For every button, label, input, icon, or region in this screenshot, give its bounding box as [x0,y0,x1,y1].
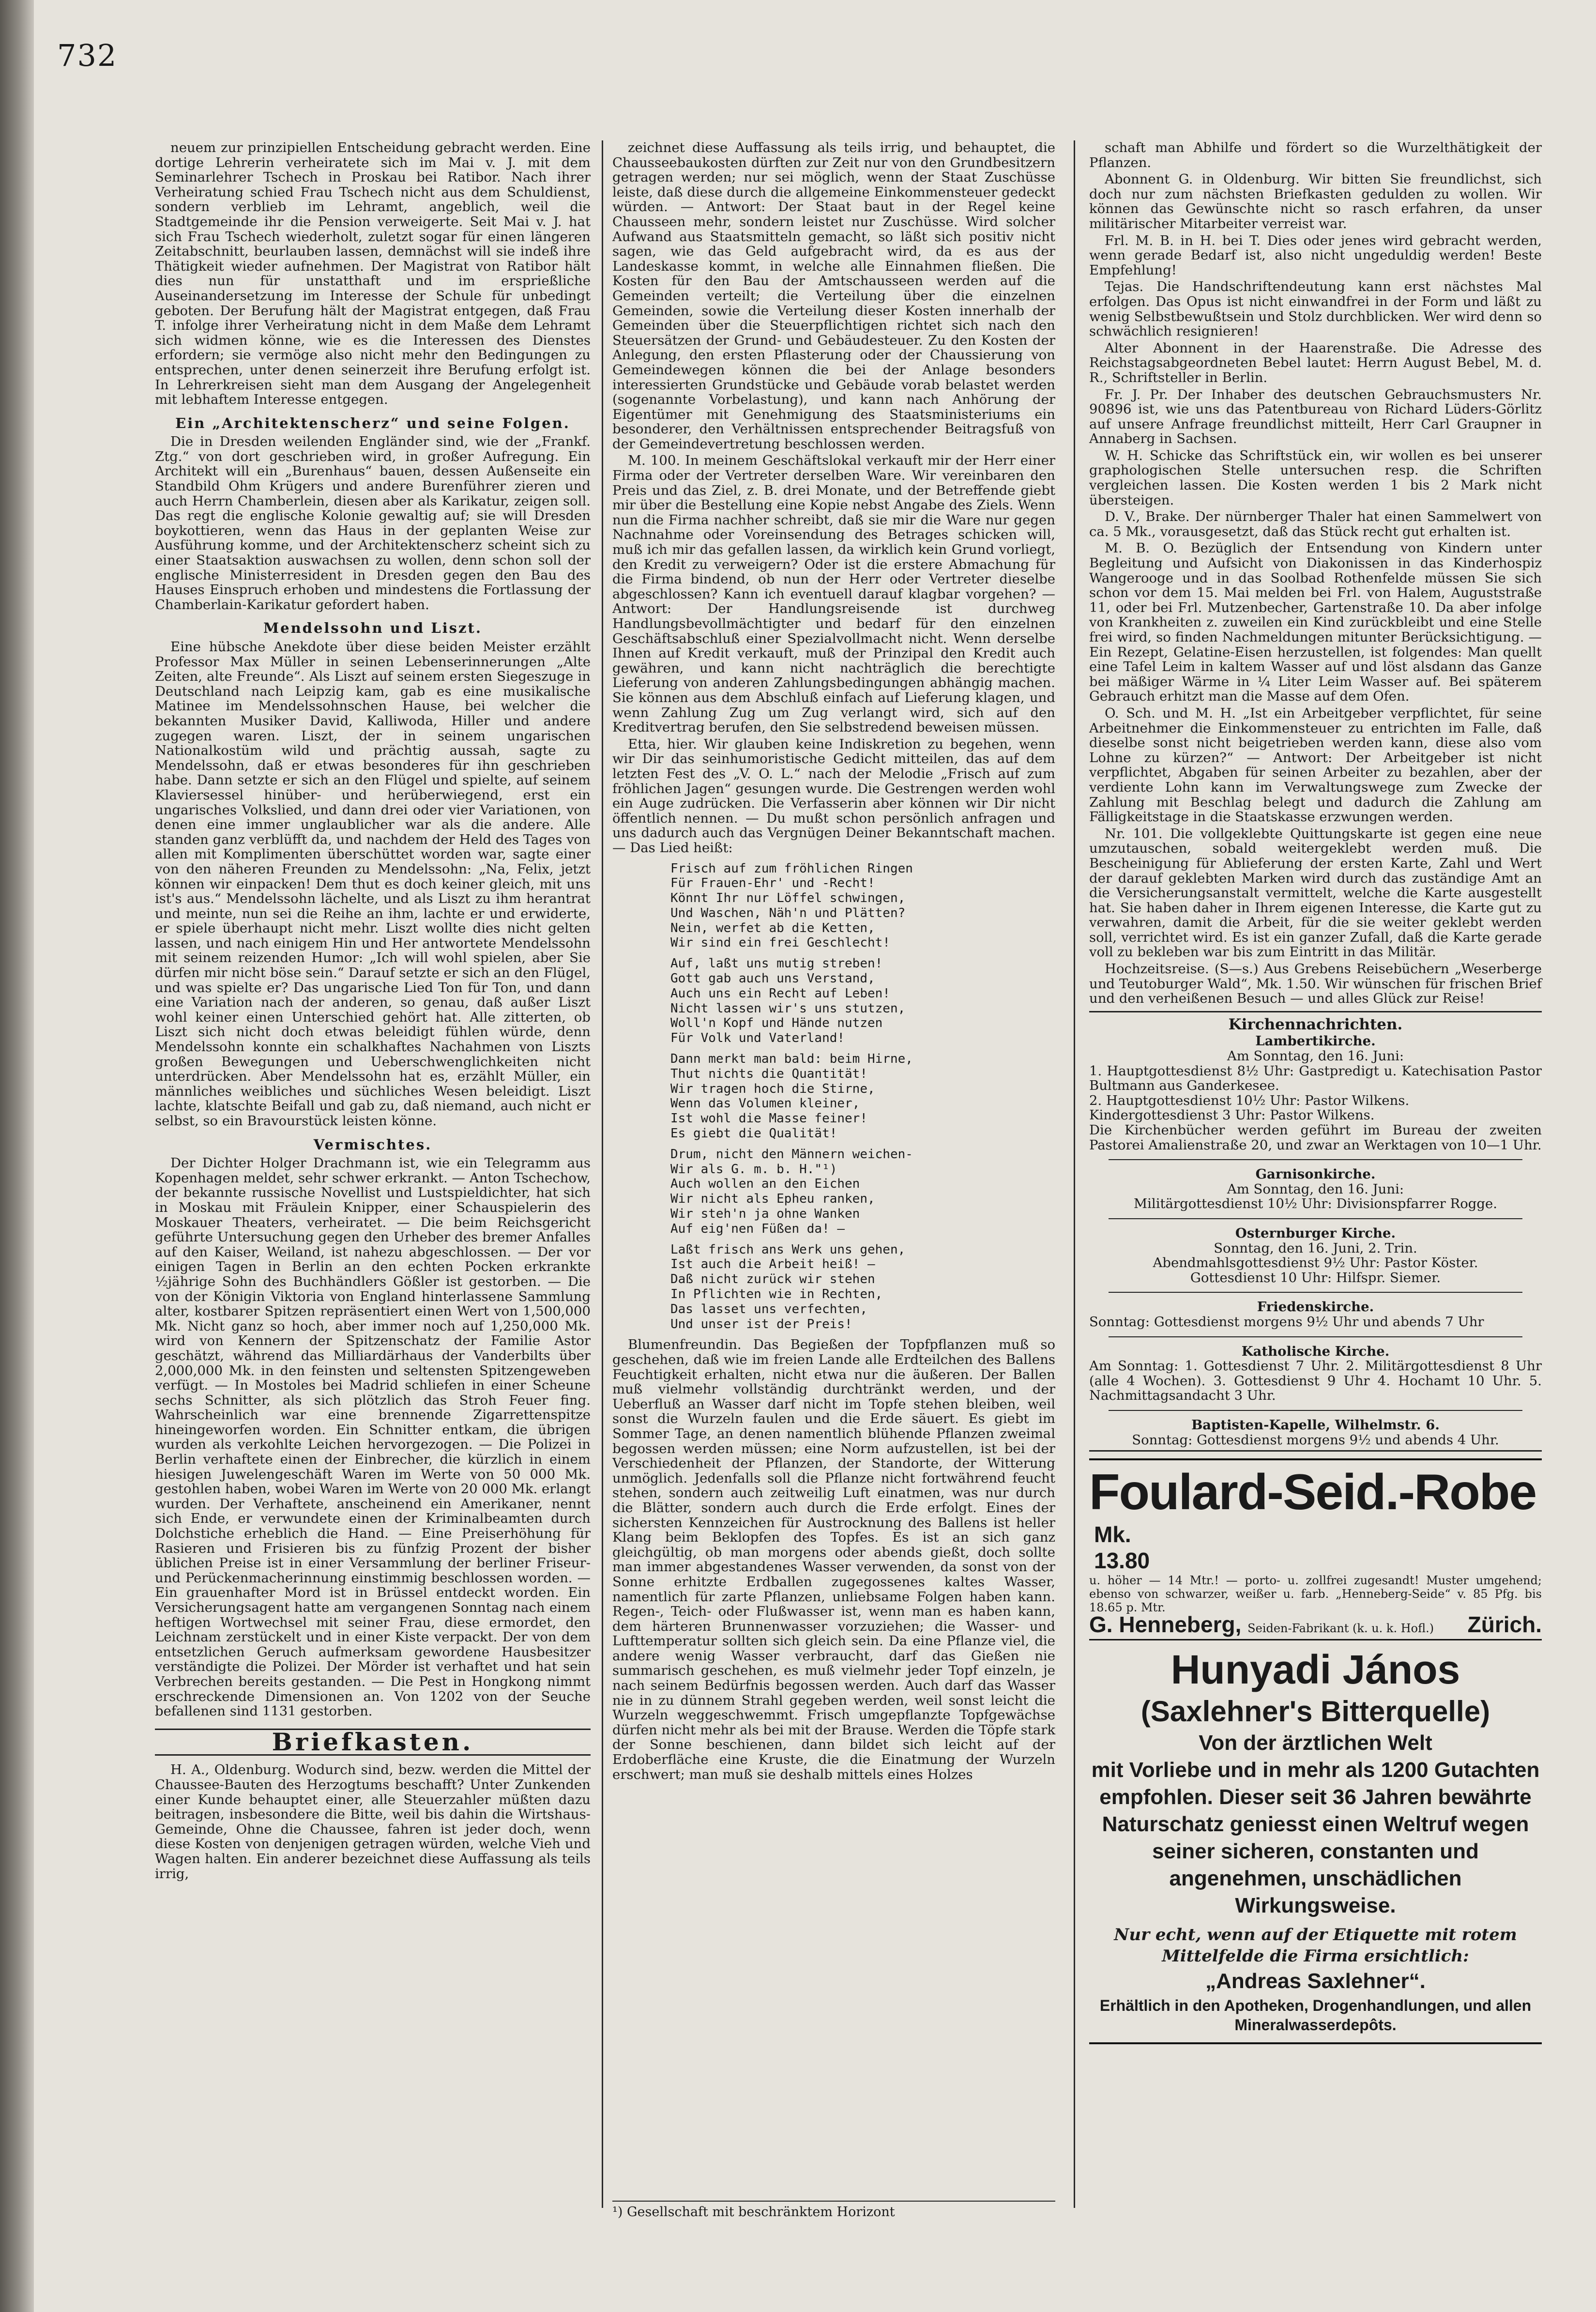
advertisement-hunyadi [1089,1640,1542,2044]
divider [1109,1159,1522,1160]
church-line: Militärgottesdienst 10½ Uhr: Divisionspfarrer Rogge. [1133,1196,1498,1212]
letter-hochzeitsreise: Hochzeitsreise. (S—s.) Aus Grebens Reisebüchern „Weserberge und Teutoburger Wald“, Mk. 1.50. Wir wünschen für frischen Brief und den verheißenen Besuch — und alles Glück zur Reise! [1089,961,1542,1007]
church-line: 1. Hauptgottesdienst 8½ Uhr: Gastpredigt u. Katechisation Pastor Bultmann aus Ganderkesee. [1089,1063,1542,1094]
letter-haarenstrasse: Alter Abonnent in der Haarenstraße. Die Adresse des Reichstagsabgeordneten Bebel lautet: Herrn August Bebel, M. d. R., Schriftsteller in Berlin. [1089,340,1542,385]
heading-vermischtes: Vermischtes. [313,1136,432,1153]
church-baptisten: Baptisten-Kapelle, Wilhelmstr. 6. [1191,1417,1440,1433]
letter-tejas: Tejas. Die Handschriftendeutung kann erst nächstes Mal erfolgen. Das Opus ist nicht einwandfrei in der Form und läßt zu wenig Selbstbewußtsein und Stolz durchblicken. Wer wird denn so schwächlich resignieren! [1089,279,1542,339]
ad-hunyadi-firm: „Andreas Saxlehner“. [1205,1969,1426,1993]
heading-mendelssohn-liszt: Mendelssohn und Liszt. [263,620,482,637]
ad-hunyadi-subtitle: (Saxlehner's Bitterquelle) [1140,1695,1490,1728]
church-line: Gottesdienst 10 Uhr: Hilfspr. Siemer. [1190,1270,1441,1286]
ad-price-value: 13.80 [1094,1548,1150,1574]
article-ratibor: neuem zur prinzipiellen Entscheidung gebracht werden. Eine dortige Lehrerin verheiratete sich im Mai v. J. mit dem Seminarlehrer Tschech in Proskau bei Ratibor. Nach ihrer Verheiratung schied Frau Tschech nicht aus dem Schuldienst, sondern verblieb im Lehramt, angeblich, weil die Stadtgemeinde ihr die Pension verweigerte. Seit Mai v. J. hat sich Frau Tschech wiederholt, zuletzt sogar für einen längeren Zeitabschnitt, beurlauben lassen, demnächst will sie indeß ihre Thätigkeit wieder aufnehmen. Der Magistrat von Ratibor hält dies nun für unstatthaft und im ersprießliche Auseinandersetzung im Interesse der Schule für unbedingt geboten. Der Berufung hält der Magistrat entgegen, daß Frau T. infolge ihrer Verheiratung nicht in dem Maße dem Lehramt sich widmen könne, wie es die Interessen des Dienstes erfordern; sie vermöge also nicht mehr den Bedingungen zu entsprechen, unter denen seinerzeit ihre Berufung erfolgt ist. In Lehrerkreisen sieht man dem Ausgang der Angelegenheit mit lebhaftem Interesse entgegen. [155,140,591,408]
column-1 [155,140,591,1883]
article-mendelssohn-liszt: Eine hübsche Anekdote über diese beiden Meister erzählt Professor Max Müller in seinen Lebenserinnerungen „Alte Zeiten, alte Freunde“. Als Liszt auf seinem ersten Siegeszuge in Deutschland nach Leipzig kam, gab es eine musikalische Matinee im Mendelssohnschen Hause, bei welcher die bekannten Musiker David, Kalliwoda, Hiller und andere zugegen waren. Liszt, der in seinem ungarischen Nationalkostüm wild und prächtig aussah, sagte zu Mendelssohn, daß er etwas besonderes für ihn geschrieben habe. Dann setzte er sich an den Flügel und spielte, auf seinem Klaviersessel hinüber- und herüberwiegend, erst ein ungarisches Volkslied, und dann drei oder vier Variationen, von denen eine immer unglaublicher war als die andere. Alle standen ganz verblüfft da, und nachdem der Held des Tages von allen mit Komplimenten überschüttet worden war, sagte einer von den näheren Freunden zu Mendelssohn: „Na, Felix, jetzt können wir einpacken! Dem thut es doch keiner gleich, mit uns ist's aus.“ Mendelssohn lächelte, und als Liszt zu ihm herantrat und meinte, nun sei die Reihe an ihm, lachte er und erwiderte, er spiele überhaupt nicht mehr. Liszt wollte dies nicht gelten lassen, und nach einigem Hin und Her antwortete Mendelssohn mit seinem reizenden Humor: „Ich will wohl spielen, aber Sie dürfen mir nicht böse sein.“ Darauf setzte er sich an den Flügel, und was spielte er? Das ungarische Lied Ton für Ton, und dann eine Variation nach der anderen, so genau, daß außer Liszt wohl keiner einen Unterschied gehört hat. Alle zitterten, ob Liszt sich nicht doch etwas beleidigt fühlen würde, denn Mendelssohn konnte ein schalkhaftes Nachahmen von Liszts großen Bewegungen und Ueberschwenglichkeiten nicht unterdrücken. Aber Mendelssohn hat es, erzählt Müller, ein männliches weibliches und süchliches Wesen beleidigt. Liszt lachte, klatschte Beifall und gab zu, daß niemand, auch nicht er selbst, so ein Bravourstück leisten könne. [155,639,591,1129]
letter-fr-j-pr: Fr. J. Pr. Der Inhaber des deutschen Gebrauchsmusters Nr. 90896 ist, wie uns das Patentbureau von Richard Lüders-Görlitz auf unsere Anfrage freundlichst mitteilt, Herr Carl Graupner in Annaberg in Sachsen. [1089,386,1542,447]
ad-headline: Foulard-Seid.-Robe [1089,1464,1536,1521]
church-osternburg: Osternburger Kirche. [1235,1225,1396,1241]
poem-stanza-3: Dann merkt man bald: beim Hirne, Thut nichts die Quantität! Wir tragen hoch die Stirne, Wenn das Volumen kleiner, Ist wohl die Masse feiner! Es giebt die Qualität! [670,1052,913,1141]
church-news [1089,1011,1542,1452]
ad-small-print: u. höher — 14 Mtr.! — porto- u. zollfrei zugesandt! Muster umgehend; ebenso von schwarzer, weißer u. farb. „Henneberg-Seide“ v. 85 Pfg. bis 18.65 p. Mtr. [1089,1574,1542,1615]
letter-nr101: Nr. 101. Die vollgeklebte Quittungskarte ist gegen eine neue umzutauschen, sobald weitergeklebt werden muß. Die Bescheinigung für Ablieferung der ersten Karte, Zahl und Wert der darauf geklebten Marken wird durch das zuständige Amt an die Versicherungsanstalt vermittelt, welche die Karte ausgestellt hat. Sie haben daher in Ihrem eigenen Interesse, die Karte gut zu verwahren, damit die Arbeit, für die sie weiter geklebt werden soll, verrichtet wird. Es ist ein ganzer Zufall, daß die Karte gerade voll zu bekleben war bis zum Eintritt in das Militär. [1089,826,1542,960]
letter-osch-mh: O. Sch. und M. H. „Ist ein Arbeitgeber verpflichtet, für seine Arbeitnehmer die Einkommensteuer zu entrichten im Falle, daß dieselbe sonst nicht beigetrieben werden kann, diese also vom Lohne zu kürzen?“ — Antwort: Der Arbeitgeber ist nicht verpflichtet, Abgaben für seinen Arbeiter zu bezahlen, aber der verdiente Lohn kann im Verwaltungswege zum Zwecke der Zahlung mit Beschlag belegt und dadurch die Zahlung am Fälligkeitstage in die Staatskasse erzwungen werden. [1089,705,1542,825]
church-lamberti: Lambertikirche. [1255,1033,1376,1049]
letter-m100: M. 100. In meinem Geschäftslokal verkauft mir der Herr einer Firma oder der Vertreter derselben Ware. Wir vereinbaren den Preis und das Ziel, z. B. drei Monate, und der Betreffende giebt mir über die Bestellung eine Kopie nebst Angabe des Ziels. Wenn nun die Firma nachher schreibt, daß sie mir die Ware nur gegen Nachnahme oder Voreinsendung des Betrages schicken will, muß ich mir das gefallen lassen, da wirklich kein Grund vorliegt, den Kredit zu verweigern? Oder ist die erstere Abmachung für die Firma bindend, ob nun der Herr oder Vertreter dieselbe abgeschlossen? Kann ich eventuell darauf klagbar vorgehen? — Antwort: Der Handlungsreisende ist durchweg Handlungsbevollmächtigter und bedarf für den einzelnen Geschäftsabschluß einer Spezialvollmacht nicht. Wenn derselbe Ihnen auf Kredit verkauft, muß der Prinzipal den Kredit auch gewähren, und kann nicht nachträglich die berechtigte Lieferung von anderen Zahlungsbedingungen abhängig machen. Sie können aus dem Abschluß einfach auf Lieferung klagen, und wenn Zahlung Zug um Zug verlangt wird, sich auf den Kreditvertrag berufen, den Sie selbstredend beweisen müssen. [612,453,1055,735]
poem-stanza-1: Frisch auf zum fröhlichen Ringen Für Frauen-Ehr' und -Recht! Könnt Ihr nur Löffel schwingen, Und Waschen, Näh'n und Plätten? Nein, werfet ab die Ketten, Wir sind ein frei Geschlecht! [670,861,913,950]
ad-price [1094,1521,1150,1574]
church-friedens: Friedenskirche. [1257,1299,1374,1315]
letter-abonnent-g: Abonnent G. in Oldenburg. Wir bitten Sie freundlichst, sich doch nur zum nächsten Briefkasten gedulden zu wollen. Wir können das Gewünschte nicht so rasch erfahren, da unser militärischer Mitarbeiter verreist war. [1089,171,1542,231]
page-number: 732 [57,38,118,73]
poem-stanza-2: Auf, laßt uns mutig streben! Gott gab auch uns Verstand, Auch uns ein Recht auf Leben! Nicht lassen wir's uns stutzen, Woll'n Kopf und Hände nutzen Für Volk und Vaterland! [670,956,906,1046]
church-katholisch: Katholische Kirche. [1241,1343,1390,1359]
church-line: 2. Hauptgottesdienst 10½ Uhr: Pastor Wilkens. [1089,1092,1410,1108]
ad-hunyadi-line1: Von der ärztlichen Welt [1199,1730,1432,1755]
church-line: Kindergottesdienst 3 Uhr: Pastor Wilkens. [1089,1107,1375,1123]
church-line: Sonntag: Gottesdienst morgens 9½ und abends 4 Uhr. [1132,1432,1499,1448]
ad-hunyadi-note: Nur echt, wenn auf der Etiquette mit rotem Mittelfelde die Firma ersichtlich: [1114,1925,1517,1966]
column-rule-1 [602,140,603,2208]
ad-city: Zürich. [1467,1612,1542,1638]
ad-hunyadi-body: mit Vorliebe und in mehr als 1200 Gutachten empfohlen. Dieser seit 36 Jahren bewährte Naturschatz geniesst einen Weltruf wegen seiner sicheren, constanten und angenehmen, unschädlichen Wirkungsweise. [1091,1758,1540,1917]
church-line: Am Sonntag: 1. Gottesdienst 7 Uhr. 2. Militärgottesdienst 8 Uhr (alle 4 Wochen). 3. Gottesdienst 9 Uhr 4. Hochamt 10 Uhr. 5. Nachmittagsandacht 3 Uhr. [1089,1358,1542,1404]
ad-signature [1089,1612,1542,1638]
ad-hunyadi-footer: Erhältlich in den Apotheken, Drogenhandlungen, und allen Mineralwasserdepôts. [1099,1996,1532,2034]
letter-wh: W. H. Schicke das Schriftstück ein, wir wollen es bei unserer graphologischen Stelle untersuchen resp. die Schriften vergleichen lassen. Die Kosten werden 1 bis 2 Mark nicht übersteigen. [1089,447,1542,508]
poem-stanza-5: Laßt frisch ans Werk uns gehen, Ist auch die Arbeit heiß! — Daß nicht zurück wir stehen In Pflichten wie in Rechten, Das lasset uns verfechten, Und unser ist der Preis! [670,1242,906,1332]
divider [1109,1218,1522,1219]
footnote: ¹) Gesellschaft mit beschränktem Horizont [612,2201,1055,2220]
article-architektenscherz: Die in Dresden weilenden Engländer sind, wie der „Frankf. Ztg.“ von dort geschrieben wird, in großer Aufregung. Ein Architekt will ein „Burenhaus“ bauen, dessen Außenseite ein Standbild Ohm Krügers und andere Burenführer zieren und auch Herrn Chamberlein, diesen aber als Karikatur, zeigen soll. Das regt die englische Kolonie gewaltig auf; sie will Dresden boykottieren, wenn das Haus in der geplanten Weise zur Ausführung komme, und der Architektenscherz scheint sich zu einer Staatsaktion auswachsen zu wollen, denn schon soll der englische Ministerresident in Dresden gegen den Bau des Hauses Einspruch erhoben und mindestens die Fortlassung der Chamberlain-Karikatur gefordert haben. [155,434,591,612]
column-rule-2 [1074,140,1075,2208]
letter-etta: Etta, hier. Wir glauben keine Indiskretion zu begehen, wenn wir Dir das seinhumoristische Gedicht mitteilen, das auf dem letzten Fest des „V. O. L.“ nach der Melodie „Frisch auf zum fröhlichen Jagen“ gesungen wurde. Die Gestrengen werden wohl ein Auge zudrücken. Die Verfasserin aber können wir Dir nicht öffentlich nennen. — Du mußt schon persönlich anfragen und uns dadurch auch das Vergnügen Deiner Bekanntschaft machen. — Das Lied heißt: [612,736,1055,856]
column-3 [1089,140,1542,2044]
ad-company-sub: Seiden-Fabrikant (k. u. k. Hofl.) [1247,1622,1434,1636]
ad-company: G. Henneberg, [1089,1612,1242,1638]
church-line: Die Kirchenbücher werden geführt im Bureau der zweiten Pastorei Amalienstraße 20, und zwar an Werktagen von 10—1 Uhr. [1089,1122,1542,1153]
letter-dv-brake: D. V., Brake. Der nürnberger Thaler hat einen Sammelwert von ca. 5 Mk., vorausgesetzt, daß das Stück recht gut erhalten ist. [1089,509,1542,539]
ad-price-unit: Mk. [1094,1522,1131,1547]
divider [1109,1336,1522,1337]
letter-blumen-end: schaft man Abhilfe und fördert so die Wurzelthätigkeit der Pflanzen. [1089,140,1542,170]
church-line: Sonntag, den 16. Juni, 2. Trin. [1214,1240,1417,1256]
letter-oldenburg: H. A., Oldenburg. Wodurch sind, bezw. werden die Mittel der Chaussee-Bauten des Herzogtums beschafft? Unter Zunkenden einer Kunde behauptet einer, alle Steuerzahler müßten dazu beitragen, insbesondere die Bitte, weil bis dahin die Wirtshaus-Gemeinde, Ohne die Chaussee, fahren ist jeder doch, wenn diese Kosten von denjenigen getragen würden, welche Vieh und Wagen halten. Ein anderer bezeichnet diese Auffassung als teils irrig, [155,1762,591,1882]
book-binding [0,0,34,2312]
church-garnison: Garnisonkirche. [1255,1166,1376,1182]
poem-stanza-4: Drum, nicht den Männern weichen- Wir als G. m. b. H."¹) Auch wollen an den Eichen Wir nicht als Epheu ranken, Wir steh'n ja ohne Wanken Auf eig'nen Füßen da! — [670,1147,913,1236]
letter-blumenfreundin: Blumenfreundin. Das Begießen der Topfpflanzen muß so geschehen, daß wie im freien Lande alle Erdteilchen des Ballens Feuchtigkeit erhalten, nicht etwa nur die äußeren. Der Ballen muß vielmehr vollständig durchtränkt werden, und der Ueberfluß an Wasser darf nicht im Topfe stehen bleiben, weil sonst die Wurzeln faulen und die Erde säuert. Es giebt im Sommer Tage, an denen namentlich blühende Pflanzen zweimal begossen werden müssen; eine Norm aufzustellen, ist bei der Verschiedenheit der Pflanzen, der Standorte, der Witterung unmöglich. Jedenfalls soll die Pflanze nicht fortwährend feucht stehen, sondern auch zeitweilig Luft einatmen, was nur durch die Blätter, sondern auch durch die Erde erfolgt. Eines der sichersten Kennzeichen für Austrocknung des Ballens ist heller Klang beim Beklopfen des Topfes. Es ist an sich ganz gleichgültig, ob man morgens oder abends gießt, doch sollte man immer abgestandenes Wasser verwenden, da sonst von der Sonne erhitzte Erdballen zugegossenes kaltes Wasser, namentlich für zarte Pflanzen, unliebsame Folgen haben kann. Regen-, Teich- oder Flußwasser ist, wenn man es haben kann, dem härteren Brunnenwasser vorzuziehen; die Wasser- und Lufttemperatur sollten sich gleich sein. Da eine Pflanze viel, die andere wenig Wasser verbraucht, darf das Gießen nie summarisch geschehen, es muß vielmehr jeder Topf einzeln, je nach seinem Bedürfnis begossen werden. Auch darf das Wasser nie in zu dünnem Strahl gegeben werden, weil sonst leicht die Wurzeln weggeschwemmt. Frisch umgepflanzte Topfgewächse dürfen nicht mehr als bei mit der Brause. Werden die Töpfe stark der Sonne beschienen, dann bildet sich leicht auf der Erdoberfläche eine Kruste, die die Einatmung der Wurzeln erschwert; man muß sie deshalb mittels eines Holzes [612,1337,1055,1782]
advertisement-henneberg [1089,1458,1542,1640]
heading-architektenscherz: Ein „Architektenscherz“ und seine Folgen. [175,414,570,431]
heading-briefkasten: Briefkasten. [155,1729,591,1756]
letter-frl-mb: Frl. M. B. in H. bei T. Dies oder jenes wird gebracht werden, wenn gerade Bedarf ist, also nicht ungeduldig werden! Beste Empfehlung! [1089,232,1542,278]
column-2 [612,140,1055,1784]
divider [1109,1410,1522,1411]
letter-chaussee-answer: zeichnet diese Auffassung als teils irrig, und behauptet, die Chausseebaukosten dürften zur Zeit nur von den Grundbesitzern getragen werden; nur sei möglich, wenn der Staat Zuschüsse leiste, daß diese durch die allgemeine Einkommensteuer gedeckt würden. — Antwort: Der Staat baut in der Regel keine Chausseen mehr, sondern leistet nur Zuschüsse. Wird solcher Aufwand aus Staatsmitteln gemacht, so läßt sich positiv nicht sagen, wie das Geld aufgebracht wird, da es aus der Landeskasse kommt, in welche alle Einnahmen fließen. Die Kosten für den Bau der Amtschausseen werden auf die Gemeinden verteilt; die Verteilung über die einzelnen Gemeinden, sowie die Verteilung dieser Kosten innerhalb der Gemeinden über die Steuerpflichtigen richtet sich nach den Steuersätzen der Grund- und Gebäudesteuer. Zu den Kosten der Anlegung, den ersten Pflasterung oder der Chaussierung von Gemeindewegen können die bei der Anlage besonders interessierten Grundstücke und Gebäude vorab belastet werden (sogenannte Vorbelastung), und kann nach Anhörung der Eigentümer mit Genehmigung des Staatsministeriums ein besonderer, den Verhältnissen entsprechender Beitragsfuß von der Gemeindevertretung beschlossen werden. [612,140,1055,452]
church-news-title: Kirchennachrichten. [1228,1015,1403,1033]
church-line: Sonntag: Gottesdienst morgens 9½ Uhr und abends 7 Uhr [1089,1314,1484,1330]
church-line: Abendmahlsgottesdienst 9½ Uhr: Pastor Köster. [1153,1255,1478,1271]
article-vermischtes: Der Dichter Holger Drachmann ist, wie ein Telegramm aus Kopenhagen meldet, sehr schwer erkrankt. — Anton Tschechow, der bekannte russische Novellist und Lustspieldichter, hat sich in Moskau mit Fräulein Knipper, einer Schauspielerin des Moskauer Theaters, verheiratet. — Die beim Reichsgericht geführte Untersuchung gegen den Urheber des bremer Anfalles auf den Kaiser, Weiland, ist nahezu abgeschlossen. — Der vor einigen Tagen in Berlin an den echten Pocken erkrankte ½jährige Sohn des Buchhändlers Gößler ist gestorben. — Die von der Königin Viktoria von England hinterlassene Sammlung alter, kostbarer Spitzen repräsentiert einen Wert von 1,500,000 Mk. Nicht ganz so hoch, aber immer noch auf 1,250,000 Mk. wird von Kennern der Spitzenschatz der Familie Astor geschätzt, während das Milliardärhaus der Vanderbilts über 2,000,000 Mk. in den feinsten und seltensten Spitzengeweben verfügt. — In Mostoles bei Madrid schliefen in einer Scheune sechs Schnitter, als sich plötzlich das Stroh Feuer fing. Wahrscheinlich war eine brennende Zigarrettenspitze hineingeworfen worden. Ein Schnitter entkam, die übrigen wurden als verkohlte Leichen hervorgezogen. — Die Polizei in Berlin verhaftete einen der Einbrecher, die kürzlich in einem hiesigen Juwelengeschäft Waren im Werte von 50 000 Mk. gestohlen haben, wobei Waren im Werte von 20 000 Mk. erlangt wurden. Der Verhaftete, anscheinend ein Amerikaner, nennt sich Ende, er verwundete einen der Kriminalbeamten durch Dolchstiche erheblich die Hand. — Eine Preiserhöhung für Rasieren und Frisieren bis zu fünfzig Prozent der bisher üblichen Preise ist in einer Versammlung der berliner Friseur- und Perückenmacherinnung einstimmig beschlossen worden. — Ein grauenhafter Mord ist in Brüssel entdeckt worden. Ein Versicherungsagent hatte am vergangenen Sonntag nach einem heftigen Wortwechsel mit seiner Frau, diese ermordet, den Leichnam zerstückelt und in einer Kiste verpackt. Der von dem entsetzlichen Geruch aufmerksam gewordene Hausbesitzer verständigte die Polizei. Der Mörder ist verhaftet und hat sein Verbrechen bereits gestanden. — Die Pest in Hongkong nimmt erschreckende Dimensionen an. Von 1202 von der Seuche befallenen sind 1131 gestorben. [155,1155,591,1719]
divider [1109,1292,1522,1293]
ad-hunyadi-title: Hunyadi János [1170,1646,1460,1692]
letter-mbo: M. B. O. Bezüglich der Entsendung von Kindern unter Begleitung und Aufsicht von Diakonissen in das Kinderhospiz Wangerooge und in das Soolbad Rothenfelde müssen Sie sich schon vor dem 15. Mai melden bei Frl. von Halem, Auguststraße 11, oder bei Frl. Mutzenbecher, Gartenstraße 10. Da aber infolge von Krankheiten z. zuweilen ein Kind zurückbleibt und eine Stelle frei wird, so finden Nachmeldungen mitunter Berücksichtigung. — Ein Rezept, Gelatine-Eisen herzustellen, ist folgendes: Man quellt eine Tafel Leim in kaltem Wasser auf und löst alsdann das Ganze bei mäßiger Wärme in ¼ Liter Leim Wasser auf. Bei späterem Gebrauch erhitzt man die Masse auf dem Ofen. [1089,540,1542,704]
church-line: Am Sonntag, den 16. Juni: [1227,1048,1404,1064]
church-line: Am Sonntag, den 16. Juni: [1227,1181,1404,1197]
